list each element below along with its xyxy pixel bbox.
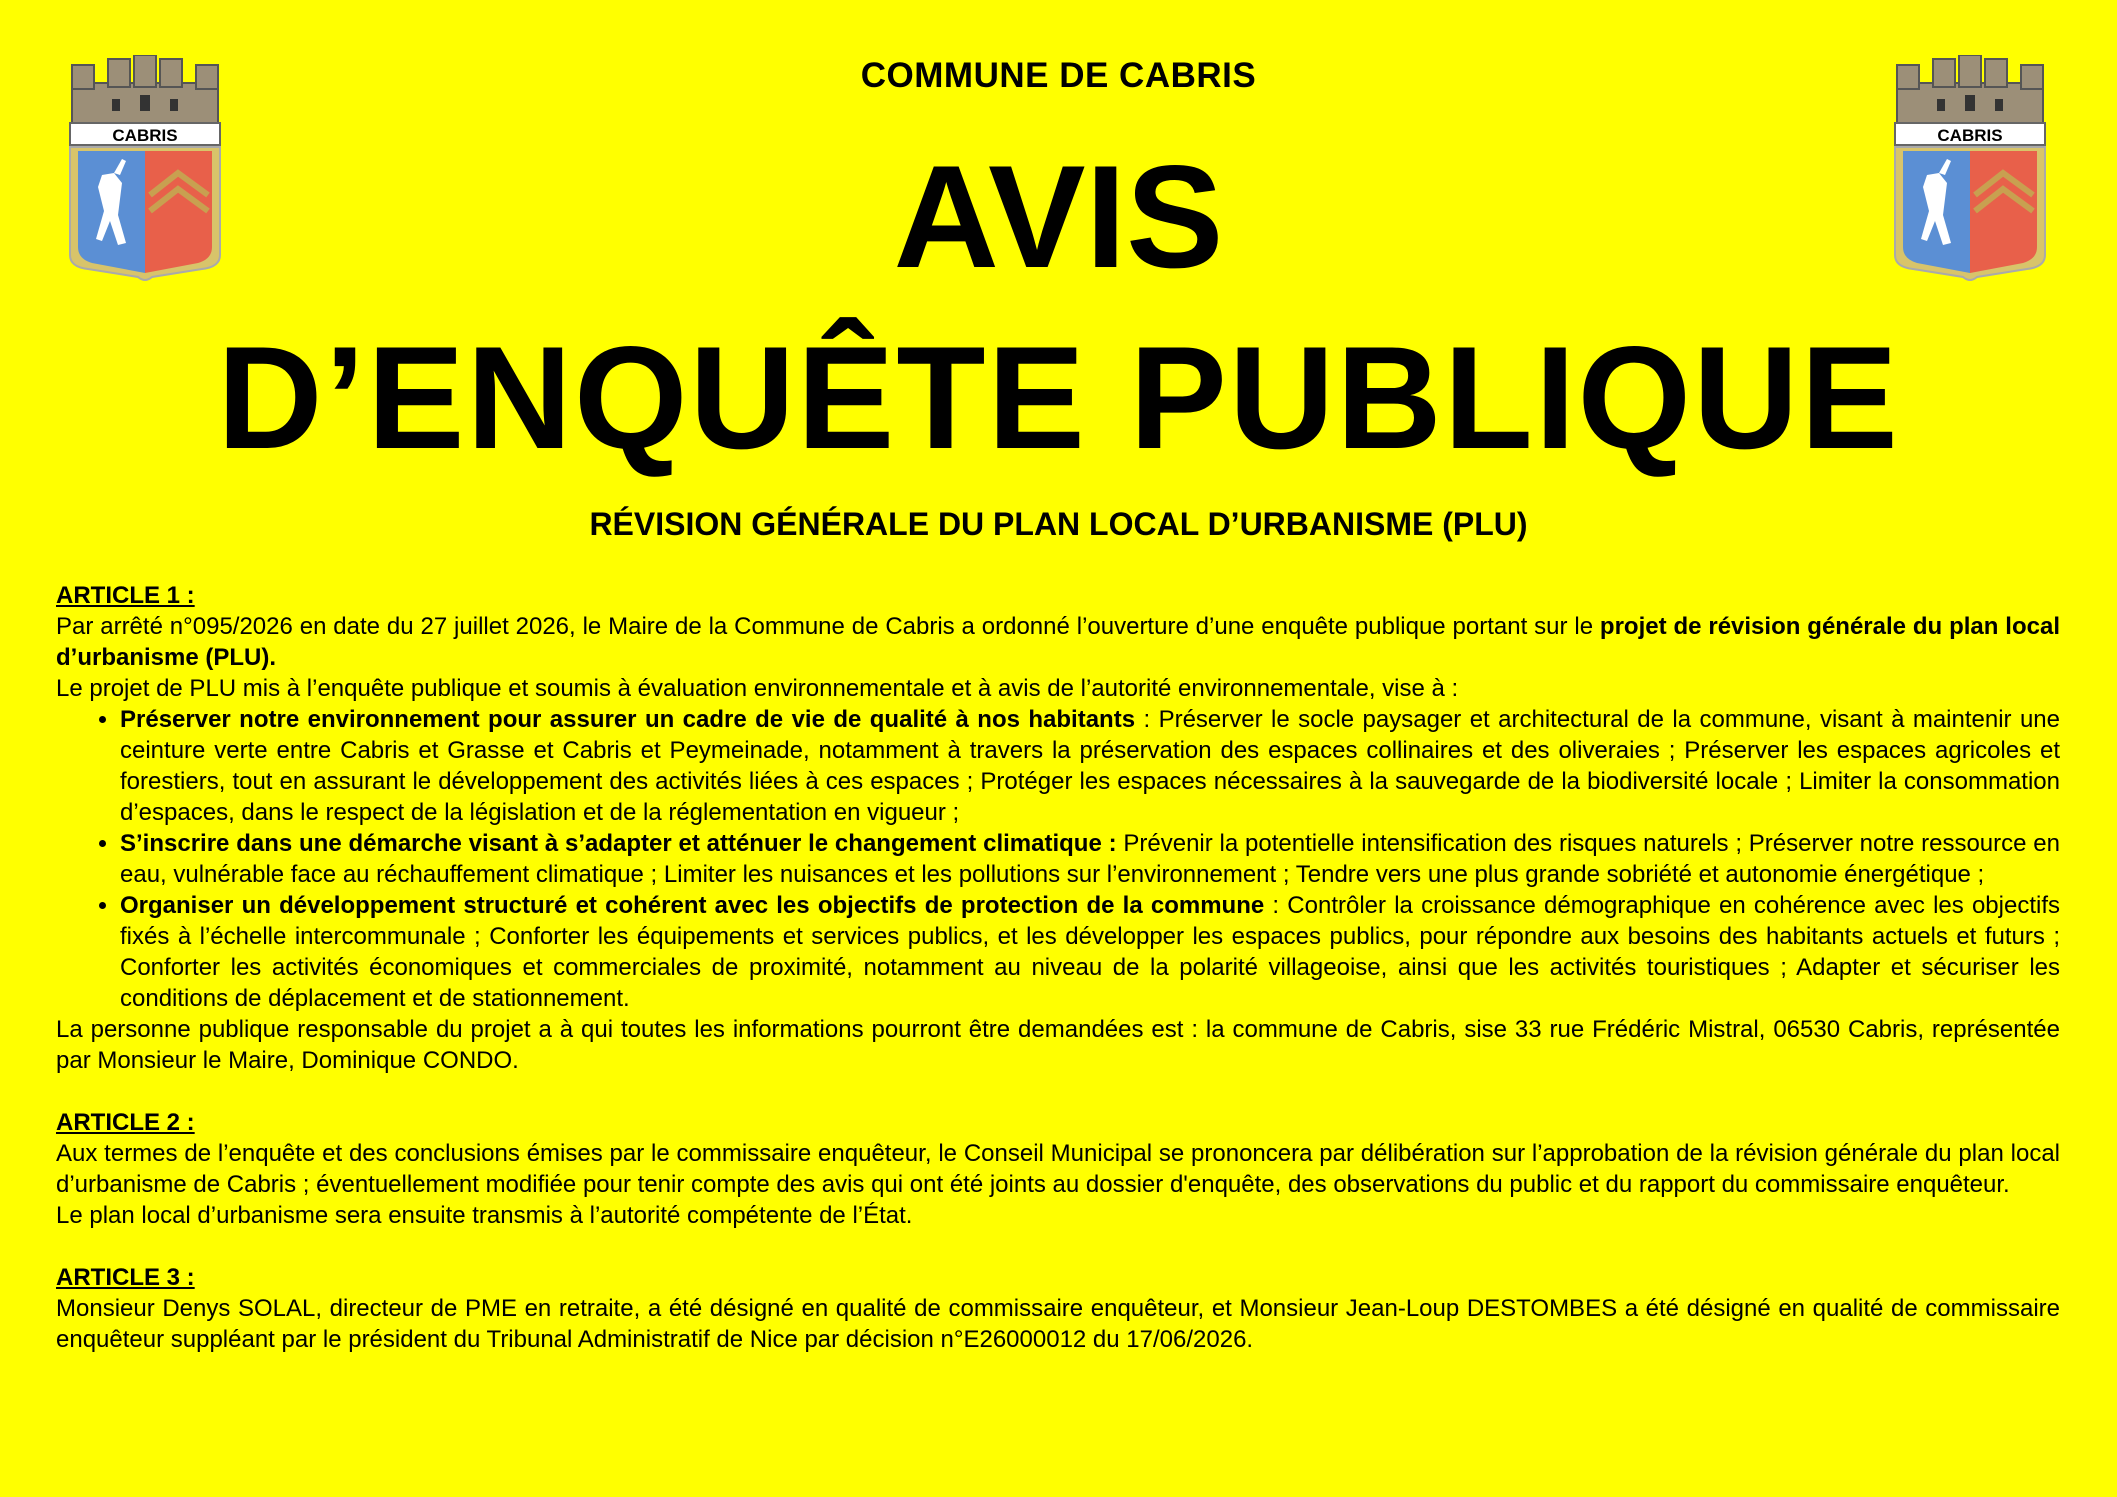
article-1-intro: Par arrêté n°095/2026 en date du 27 juillet 2026, le Maire de la Commune de Cabris a ordonné l’ouverture d’une enquête publique portant sur le projet de révision générale du plan local d’urbanisme (PLU). — [56, 613, 2060, 671]
article-2-text: Aux termes de l’enquête et des conclusions émises par le commissaire enquêteur, le Conseil Municipal se prononcera par délibération sur l’approbation de la révision générale du plan local d’urbanisme de Cabris ; éventuellement modifiée pour tenir compte des avis qui ont été joints au dossier d'enquête, des observations du public et du rapport du commissaire enquêteur. — [56, 1140, 2060, 1198]
article-1-heading: ARTICLE 1 : — [56, 582, 195, 609]
commune-name: COMMUNE DE CABRIS — [860, 56, 1257, 95]
notice-body — [56, 580, 2060, 1355]
crest-label: CABRIS — [1937, 126, 2003, 145]
title-enquete-publique: D’ENQUÊTE PUBLIQUE — [217, 316, 1900, 479]
crest-label: CABRIS — [112, 126, 178, 145]
article-3-text: Monsieur Denys SOLAL, directeur de PME en retraite, a été désigné en qualité de commissaire enquêteur, et Monsieur Jean-Loup DESTOMBES a été désigné en qualité de commissaire enquêteur suppléant par le président du Tribunal Administratif de Nice par décision n°E26000012 du 17/06/2026. — [56, 1295, 2060, 1353]
subtitle-revision: RÉVISION GÉNÉRALE DU PLAN LOCAL D’URBANISME (PLU) — [589, 506, 1528, 542]
list-item: • S’inscrire dans une démarche visant à s’adapter et atténuer le changement climatique : Prévenir la potentielle intensification des risques naturels ; Préserver notre ressource en eau, vulnérable face au réchauffement climatique ; Limiter les nuisances et les pollutions sur l’environnement ; Tendre vers une plus grande sobriété et autonomie énergétique ; — [120, 828, 2060, 890]
list-item: • Organiser un développement structuré et cohérent avec les objectifs de protection de la commune : Contrôler la croissance démographique en cohérence avec les objectifs fixés à l’échelle intercommunale ; Conforter les équipements et services publics, et les développer les espaces publics, pour répondre aux besoins des habitants actuels et futurs ; Conforter les activités économiques et commerciales de proximité, notamment au niveau de la polarité villageoise, ainsi que les activités touristiques ; Adapter et sécuriser les conditions de déplacement et de stationnement. — [120, 890, 2060, 1014]
article-2-text-2: Le plan local d’urbanisme sera ensuite transmis à l’autorité compétente de l’État. — [56, 1202, 913, 1229]
article-1-line2: Le projet de PLU mis à l’enquête publique et soumis à évaluation environnementale et à avis de l’autorité environnementale, vise à : — [56, 675, 1459, 702]
title-avis: AVIS — [893, 135, 1224, 298]
objectives-list — [56, 704, 2060, 1014]
list-item: • Préserver notre environnement pour assurer un cadre de vie de qualité à nos habitants : Préserver le socle paysager et architectural de la commune, visant à maintenir une ceinture verte entre Cabris et Grasse et Cabris et Peymeinade, notamment à travers la préservation des espaces collinaires et des oliveraies ; Préserver les espaces agricoles et forestiers, tout en assurant le développement des activités liées à ces espaces ; Protéger les espaces nécessaires à la sauvegarde de la biodiversité locale ; Limiter la consommation d’espaces, dans le respect de la législation et de la réglementation en vigueur ; — [120, 704, 2060, 828]
article-2-heading: ARTICLE 2 : — [56, 1109, 195, 1136]
article-1-closing: La personne publique responsable du projet a à qui toutes les informations pourront être demandées est : la commune de Cabris, sise 33 rue Frédéric Mistral, 06530 Cabris, représentée par Monsieur le Maire, Dominique CONDO. — [56, 1016, 2060, 1074]
article-3-heading: ARTICLE 3 : — [56, 1264, 195, 1291]
